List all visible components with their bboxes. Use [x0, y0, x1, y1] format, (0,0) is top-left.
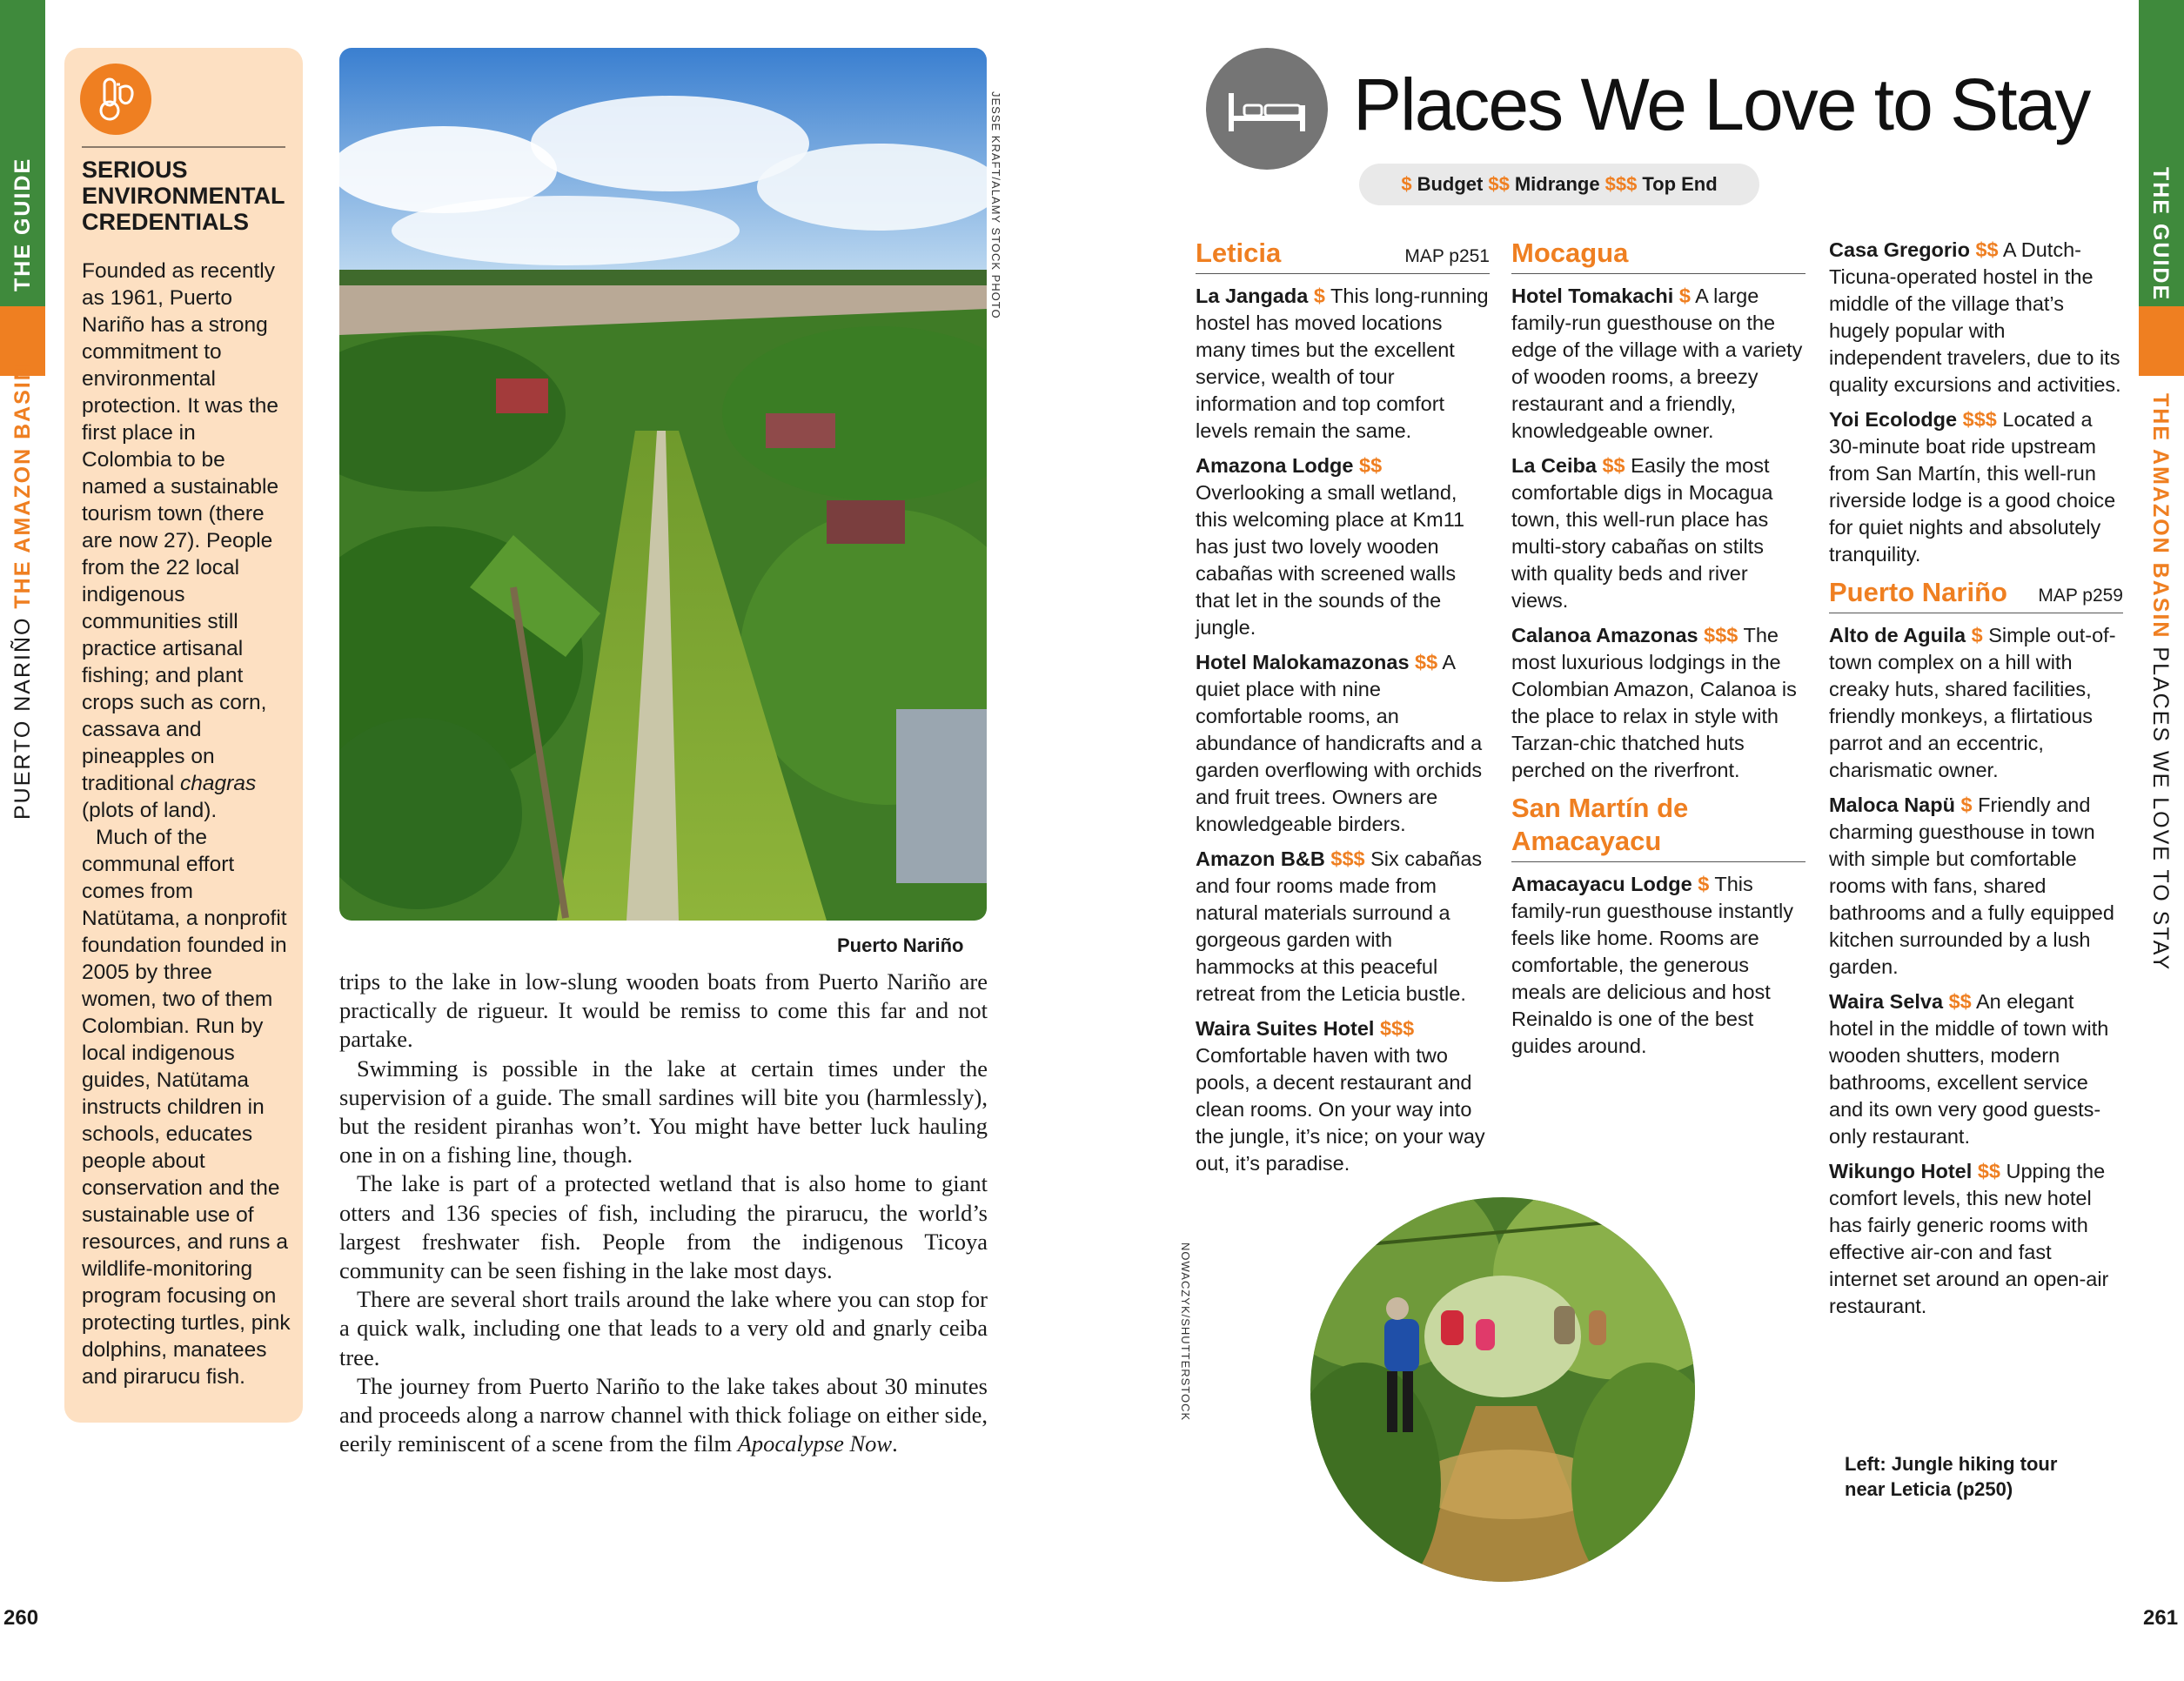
body-paragraph-2: Swimming is possible in the lake at certain times under the supervision of a guide. The small sardines will bite you (harmlessly), but the resident piranhas won’t. You might have better luck hauling one in on a fishing line, though. — [339, 1055, 988, 1169]
listing-wikungo-hotel: Wikungo Hotel $$ Upping the comfort levels, this new hotel has fairly generic rooms with effective air-con and fast internet set around an open-air restaurant. — [1829, 1160, 2109, 1317]
listing-hotel-tomakachi: Hotel Tomakachi $ A large family-run guesthouse on the edge of the village with a variety of wooden rooms, a breezy restaurant and a friendly, knowledgeable owner. — [1511, 285, 1803, 442]
sidebar-paragraph-2: Much of the communal effort comes from Natütama, a nonprofit foundation founded in 2005 by three women, two of them Colombian. Run by local indigenous guides, Natütama instructs children in schools, educates people about conservation and the sustainable use of resources, and runs a wildlife-monitoring program focusing on protecting turtles, pink dolphins, manatees and pirarucu fish. — [82, 826, 291, 1389]
listing-alto-de-aguila: Alto de Aguila $ Simple out-of-town complex on a hill with creaky huts, shared facilities, friendly monkeys, a flirtatious parrot and an eccentric, charismatic owner. — [1829, 624, 2116, 781]
sidebar-body — [82, 258, 291, 1390]
thermometer-leaf-icon — [80, 64, 151, 135]
listing-hotel-malokamazonas: Hotel Malokamazonas $$ A quiet place with nine comfortable rooms, an abundance of handicrafts and a garden overflowing with orchids and fruit trees. Owners are knowledgeable birders. — [1196, 651, 1483, 835]
jungle-hiking-photo — [1310, 1197, 1695, 1582]
right-guide-label: THE GUIDE — [2148, 167, 2173, 302]
right-running-head — [2147, 393, 2173, 971]
sidebar-rule — [82, 146, 285, 148]
listing-la-jangada: La Jangada $ This long-running hostel has moved locations many times but the excellent service, wealth of tour information and top comfort levels remain the same. — [1196, 285, 1489, 442]
sidebar-title: SERIOUS ENVIRONMENTAL CREDENTIALS — [82, 157, 285, 235]
body-paragraph-5: The journey from Puerto Nariño to the lake takes about 30 minutes and proceeds along a narrow channel with thick foliage on either side, eerily reminiscent of a scene from the film Apocalypse Now. — [339, 1372, 988, 1457]
bed-icon — [1206, 48, 1328, 170]
listing-calanoa-amazonas: Calanoa Amazonas $$$ The most luxurious lodgings in the Colombian Amazon, Calanoa is the place to relax in style with Tarzan-chic thatched huts perched on the riverfront. — [1511, 624, 1797, 781]
listing-waira-selva: Waira Selva $$ An elegant hotel in the middle of town with wooden shutters, modern bathrooms, excellent service and its own very good guests-only restaurant. — [1829, 990, 2109, 1148]
body-paragraph-4: There are several short trails around the lake where you can stop for a quick walk, including one that leads to a very old and gnarly ceiba tree. — [339, 1286, 988, 1370]
listing-yoi-ecolodge: Yoi Ecolodge $$$ Located a 30-minute boat ride upstream from San Martín, this well-run riverside lodge is a good choice for quiet nights and absolutely tranquility. — [1829, 408, 2116, 566]
right-page-number: 261 — [2143, 1606, 2179, 1630]
listing-la-ceiba: La Ceiba $$ Easily the most comfortable digs in Mocagua town, this well-run place has multi-story cabañas on stilts with quality beds and river views. — [1511, 454, 1773, 612]
left-place-label: PUERTO NARIÑO — [10, 616, 35, 820]
right-section-marker — [2139, 306, 2184, 376]
listing-amazona-lodge: Amazona Lodge $$ Overlooking a small wetland, this welcoming place at Km11 has just two lovely wooden cabañas with screened walls that let in the sounds of the jungle. — [1196, 454, 1465, 639]
listing-amacayacu-lodge: Amacayacu Lodge $ This family-run guesthouse instantly feels like home. Rooms are comfortable, the generous meals are delicious and host Reinaldo is one of the best guides around. — [1511, 873, 1793, 1057]
right-section-label: THE AMAZON BASIN — [2148, 393, 2173, 640]
left-running-head — [10, 363, 36, 820]
page-title: Places We Love to Stay — [1353, 64, 2090, 145]
left-page-number: 260 — [3, 1606, 39, 1630]
price-legend: $ Budget $$ Midrange $$$ Top End — [1359, 164, 1759, 205]
region-header-san-martin: San Martín de Amacayacu — [1511, 792, 1805, 862]
circle-photo-credit: NOWACZYK/SHUTTERSTOCK — [1179, 1242, 1192, 1422]
listings-column-1 — [1196, 237, 1490, 1185]
listing-amazon-bnb: Amazon B&B $$$ Six cabañas and four rooms made from natural materials surround a gorgeous garden with hammocks at this peaceful retreat from the Leticia bustle. — [1196, 847, 1483, 1005]
sidebar-paragraph-1: Founded as recently as 1961, Puerto Nariño has a strong commitment to environmental protection. It was the first place in Colombia to be named a sustainable tourism town (there are now 27). People from the 22 local indigenous communities still practice artisanal fishing; and plant crops such as corn, cassava and pineapples on traditional chagras (plots of land). — [82, 259, 279, 822]
body-paragraph-1: trips to the lake in low-slung wooden boats from Puerto Nariño are practically de rigueur. It would be remiss to come this far and not partake. — [339, 968, 988, 1053]
right-place-label: PLACES WE LOVE TO STAY — [2148, 646, 2173, 972]
left-guide-label: THE GUIDE — [10, 157, 35, 291]
listings-column-2 — [1511, 237, 1805, 1068]
left-section-label: THE AMAZON BASIN — [10, 363, 35, 609]
listing-casa-gregorio: Casa Gregorio $$ A Dutch-Ticuna-operated hostel in the middle of the village that’s hugely popular with independent travelers, due to its quality excursions and activities. — [1829, 238, 2121, 396]
body-paragraph-3: The lake is part of a protected wetland that is also home to giant otters and 136 species of fish, including the pirarucu, the world’s largest freshwater fish. People from the indigenous Ticoya community can be seen fishing in the lake most days. — [339, 1170, 988, 1284]
listing-maloca-napu: Maloca Napü $ Friendly and charming guesthouse in town with simple but comfortable rooms with fans, shared bathrooms and a fully equipped kitchen surrounded by a lush garden. — [1829, 794, 2114, 978]
listings-column-3 — [1829, 237, 2123, 1328]
photo-credit: JESSE KRAFT/ALAMY STOCK PHOTO — [989, 91, 1002, 319]
photo-caption: Puerto Nariño — [837, 934, 964, 956]
circle-photo-caption: Left: Jungle hiking tour near Leticia (p250) — [1845, 1453, 2058, 1500]
body-text — [339, 968, 988, 1458]
puerto-narino-photo — [339, 48, 987, 921]
region-header-mocagua: Mocagua — [1511, 237, 1805, 274]
region-header-puerto-narino: Puerto Nariño MAP p259 — [1829, 576, 2123, 613]
region-header-leticia: Leticia MAP p251 — [1196, 237, 1490, 274]
listing-waira-suites: Waira Suites Hotel $$$ Comfortable haven with two pools, a decent restaurant and clean rooms. On your way into the jungle, it’s nice; on your way out, it’s paradise. — [1196, 1017, 1485, 1175]
